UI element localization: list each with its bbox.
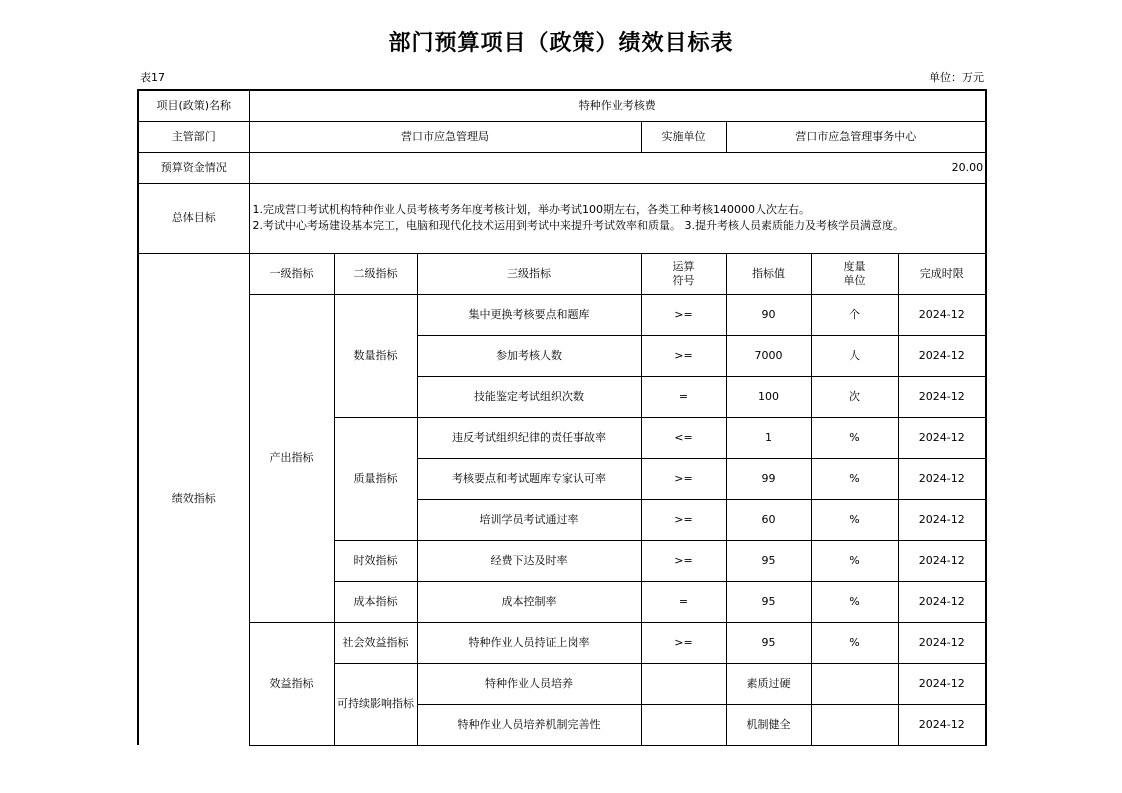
page-title: 部门预算项目（政策）绩效目标表	[388, 31, 734, 56]
row-l3: 参加考核人数	[417, 335, 641, 376]
row-unit	[811, 663, 898, 704]
goal-line-2: 2.考试中心考场建设基本完工，电脑和现代化技术运用到考试中来提升考试效率和质量。 3.提升考核人员素质能力及考核学员满意度。	[252, 219, 904, 232]
group-benefit: 效益指标	[249, 622, 334, 745]
project-name-value: 特种作业考核费	[249, 90, 986, 121]
row-l3: 特种作业人员培养机制完善性	[417, 704, 641, 745]
row-value: 90	[726, 294, 811, 335]
row-l3: 经费下达及时率	[417, 540, 641, 581]
row-unit: %	[811, 417, 898, 458]
row-value: 95	[726, 622, 811, 663]
goal-line-1: 1.完成营口考试机构特种作业人员考核考务年度考核计划，举办考试100期左右，各类工种考核140000人次左右。	[252, 203, 810, 216]
row-operator: >=	[641, 540, 726, 581]
row-operator: =	[641, 581, 726, 622]
group-quantity: 数量指标	[334, 294, 417, 417]
row-l3: 考核要点和考试题库专家认可率	[417, 458, 641, 499]
row-l3: 特种作业人员培养	[417, 663, 641, 704]
budget-value: 20.00	[249, 152, 986, 183]
row-unit: %	[811, 540, 898, 581]
row-value: 机制健全	[726, 704, 811, 745]
row-operator: >=	[641, 335, 726, 376]
row-deadline: 2024-12	[898, 540, 986, 581]
row-value: 素质过硬	[726, 663, 811, 704]
group-social: 社会效益指标	[334, 622, 417, 663]
group-sustain: 可持续影响指标	[334, 663, 417, 745]
row-unit: %	[811, 622, 898, 663]
row-deadline: 2024-12	[898, 704, 986, 745]
header-operator: 运算 符号	[641, 253, 726, 294]
perf-indicator-label: 绩效指标	[138, 253, 249, 745]
header-l2: 二级指标	[334, 253, 417, 294]
group-output: 产出指标	[249, 294, 334, 622]
row-value: 60	[726, 499, 811, 540]
row-value: 95	[726, 581, 811, 622]
row-unit: %	[811, 458, 898, 499]
dept-value: 营口市应急管理局	[249, 121, 641, 152]
row-deadline: 2024-12	[898, 294, 986, 335]
table-number: 表17	[140, 71, 165, 84]
group-quality: 质量指标	[334, 417, 417, 540]
row-deadline: 2024-12	[898, 376, 986, 417]
row-deadline: 2024-12	[898, 622, 986, 663]
row-operator: <=	[641, 417, 726, 458]
row-deadline: 2024-12	[898, 458, 986, 499]
row-operator: >=	[641, 458, 726, 499]
header-l1: 一级指标	[249, 253, 334, 294]
row-deadline: 2024-12	[898, 499, 986, 540]
row-unit	[811, 704, 898, 745]
row-l3: 培训学员考试通过率	[417, 499, 641, 540]
row-operator: >=	[641, 499, 726, 540]
row-value: 100	[726, 376, 811, 417]
row-unit: 人	[811, 335, 898, 376]
goal-label: 总体目标	[138, 183, 249, 253]
row-value: 95	[726, 540, 811, 581]
row-l3: 特种作业人员持证上岗率	[417, 622, 641, 663]
row-operator	[641, 704, 726, 745]
row-operator	[641, 663, 726, 704]
row-operator: >=	[641, 294, 726, 335]
row-deadline: 2024-12	[898, 417, 986, 458]
project-name-label: 项目(政策)名称	[138, 90, 249, 121]
row-deadline: 2024-12	[898, 581, 986, 622]
row-operator: =	[641, 376, 726, 417]
row-operator: >=	[641, 622, 726, 663]
impl-value: 营口市应急管理事务中心	[726, 121, 986, 152]
row-l3: 违反考试组织纪律的责任事故率	[417, 417, 641, 458]
row-value: 7000	[726, 335, 811, 376]
row-l3: 成本控制率	[417, 581, 641, 622]
row-l3: 技能鉴定考试组织次数	[417, 376, 641, 417]
performance-target-table	[137, 89, 987, 746]
row-unit: 个	[811, 294, 898, 335]
row-l3: 集中更换考核要点和题库	[417, 294, 641, 335]
header-unit: 度量 单位	[811, 253, 898, 294]
group-timeliness: 时效指标	[334, 540, 417, 581]
row-deadline: 2024-12	[898, 335, 986, 376]
group-cost: 成本指标	[334, 581, 417, 622]
unit-label: 单位：万元	[929, 71, 984, 84]
goal-text	[249, 183, 986, 253]
impl-label: 实施单位	[641, 121, 726, 152]
header-deadline: 完成时限	[898, 253, 986, 294]
row-unit: %	[811, 499, 898, 540]
row-unit: %	[811, 581, 898, 622]
row-value: 99	[726, 458, 811, 499]
budget-label: 预算资金情况	[138, 152, 249, 183]
row-deadline: 2024-12	[898, 663, 986, 704]
row-value: 1	[726, 417, 811, 458]
header-value: 指标值	[726, 253, 811, 294]
header-l3: 三级指标	[417, 253, 641, 294]
row-unit: 次	[811, 376, 898, 417]
dept-label: 主管部门	[138, 121, 249, 152]
